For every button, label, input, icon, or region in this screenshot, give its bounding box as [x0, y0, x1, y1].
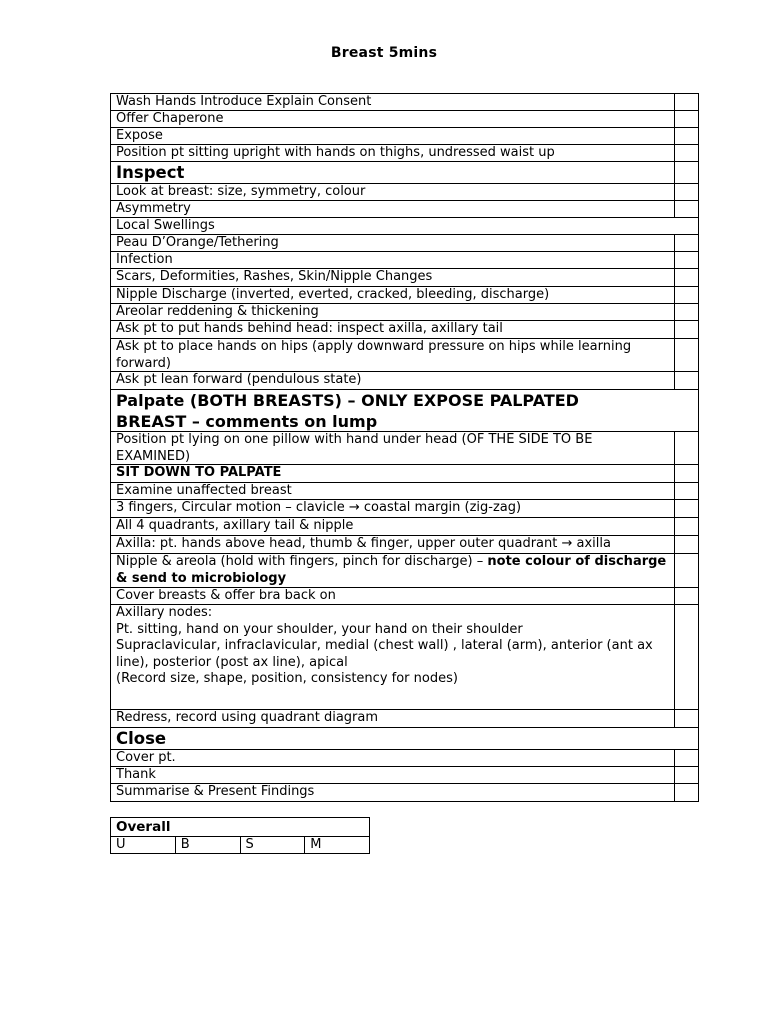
item-text-emphasis: note colour of discharge & send to microbiology — [116, 554, 667, 586]
score-checkbox[interactable] — [674, 500, 698, 517]
checklist-row — [110, 110, 699, 128]
checklist-row — [110, 183, 699, 201]
score-checkbox[interactable] — [674, 145, 698, 161]
score-checkbox[interactable] — [674, 605, 698, 709]
overall-label: Overall — [111, 818, 369, 837]
checklist-item-text: Offer Chaperone — [116, 111, 224, 126]
score-checkbox[interactable] — [674, 588, 698, 604]
checklist-row — [110, 268, 699, 287]
checklist-item-text: Palpate (BOTH BREASTS) – ONLY EXPOSE PALPATED BREAST – comments on lump — [116, 391, 579, 431]
score-checkbox[interactable] — [674, 339, 698, 371]
score-checkbox[interactable] — [674, 269, 698, 286]
checklist-item-text: Look at breast: size, symmetry, colour — [116, 184, 366, 199]
checklist-item-text: Axillary nodes: Pt. sitting, hand on your shoulder, your hand on their shoulder Supraclavicular, infraclavicular, medial (chest wall) , lateral (arm), anterior (ant ax line), posterior (post ax line), apical (Record size, shape, position, consistency for nodes) — [116, 605, 653, 686]
checklist-item-text: Asymmetry — [116, 201, 191, 216]
checklist-item-text: Cover pt. — [116, 750, 176, 765]
page-title: Breast 5mins — [330, 45, 438, 61]
score-checkbox[interactable] — [674, 767, 698, 783]
score-checkbox[interactable] — [674, 465, 698, 482]
checklist-row — [110, 217, 699, 235]
checklist-row — [110, 320, 699, 339]
score-checkbox[interactable] — [674, 162, 698, 183]
checklist-item-text: Infection — [116, 252, 173, 267]
checklist-item-text: Nipple Discharge (inverted, everted, cracked, bleeding, discharge) — [116, 287, 550, 302]
score-checkbox[interactable] — [674, 184, 698, 200]
checklist-row — [110, 371, 699, 390]
checklist-row — [110, 431, 699, 465]
checklist-row — [110, 127, 699, 145]
checklist-item-text: Ask pt to put hands behind head: inspect axilla, axillary tail — [116, 321, 503, 336]
checklist-row — [110, 535, 699, 554]
score-checkbox[interactable] — [674, 252, 698, 268]
checklist-item-text: Wash Hands Introduce Explain Consent — [116, 94, 372, 109]
overall-grade-table — [110, 817, 370, 854]
checklist-item-text: Axilla: pt. hands above head, thumb & finger, upper outer quadrant → axilla — [116, 536, 611, 551]
checklist-row — [110, 766, 699, 784]
checklist-item-text: Position pt lying on one pillow with hand under head (OF THE SIDE TO BE EXAMINED) — [116, 432, 593, 464]
score-checkbox[interactable] — [674, 554, 698, 587]
score-checkbox[interactable] — [674, 372, 698, 389]
checklist-row — [110, 517, 699, 536]
checklist-item-text: Close — [116, 729, 167, 748]
checklist-item-text: Local Swellings — [116, 218, 215, 233]
checklist-item-text: Areolar reddening & thickening — [116, 304, 319, 319]
grade-u[interactable]: U — [116, 837, 126, 852]
score-checkbox[interactable] — [674, 518, 698, 535]
checklist-item-text: Ask pt to place hands on hips (apply downward pressure on hips while learning forward) — [116, 339, 632, 371]
checklist-row — [110, 604, 699, 710]
checklist-row — [110, 286, 699, 304]
score-checkbox[interactable] — [674, 536, 698, 553]
score-checkbox[interactable] — [674, 287, 698, 303]
checklist-item-text: Expose — [116, 128, 163, 143]
checklist-item-text: SIT DOWN TO PALPATE — [116, 465, 282, 480]
checklist-row — [110, 783, 699, 802]
checklist-row — [110, 709, 699, 728]
score-checkbox[interactable] — [674, 784, 698, 801]
score-checkbox[interactable] — [674, 128, 698, 144]
score-checkbox[interactable] — [674, 750, 698, 766]
score-checkbox[interactable] — [674, 235, 698, 251]
checklist-row — [110, 553, 699, 588]
score-checkbox[interactable] — [674, 304, 698, 320]
score-checkbox[interactable] — [674, 432, 698, 464]
checklist-row — [110, 338, 699, 372]
checklist-item-text — [116, 554, 668, 587]
checklist-row — [110, 499, 699, 518]
checklist-item-text: Position pt sitting upright with hands on thighs, undressed waist up — [116, 145, 555, 160]
score-checkbox[interactable] — [674, 321, 698, 338]
checklist-item-text: Peau D’Orange/Tethering — [116, 235, 279, 250]
checklist-row — [110, 144, 699, 162]
checklist-row — [110, 482, 699, 500]
checklist-row — [110, 464, 699, 483]
checklist-item-text: 3 fingers, Circular motion – clavicle → coastal margin (zig-zag) — [116, 500, 522, 515]
checklist-row — [110, 749, 699, 767]
checklist-row — [110, 303, 699, 321]
checklist-row — [110, 93, 699, 111]
checklist-row — [110, 389, 699, 432]
score-checkbox[interactable] — [674, 710, 698, 727]
checklist-row — [110, 587, 699, 605]
checklist-item-text: Inspect — [116, 163, 185, 182]
checklist-item-text: Summarise & Present Findings — [116, 784, 315, 799]
checklist-row — [110, 251, 699, 269]
checklist-item-text: Examine unaffected breast — [116, 483, 292, 498]
grade-b[interactable]: B — [175, 837, 240, 853]
checklist-item-text: All 4 quadrants, axillary tail & nipple — [116, 518, 354, 533]
checklist-item-text: Cover breasts & offer bra back on — [116, 588, 336, 603]
checklist-item-text: Ask pt lean forward (pendulous state) — [116, 372, 362, 387]
checklist-item-text: Thank — [116, 767, 156, 782]
score-checkbox[interactable] — [674, 201, 698, 217]
score-checkbox[interactable] — [674, 111, 698, 127]
checklist-row — [110, 234, 699, 252]
checklist-row — [110, 161, 699, 184]
grade-row — [111, 837, 369, 853]
grade-m[interactable]: M — [304, 837, 369, 853]
grade-s[interactable]: S — [240, 837, 305, 853]
checklist-item-text: Scars, Deformities, Rashes, Skin/Nipple Changes — [116, 269, 433, 284]
score-checkbox[interactable] — [674, 94, 698, 110]
score-checkbox[interactable] — [674, 483, 698, 499]
checklist-row — [110, 727, 699, 750]
checklist-item-text: Redress, record using quadrant diagram — [116, 710, 379, 725]
checklist-row — [110, 200, 699, 218]
item-text-plain: Nipple & areola (hold with fingers, pinch for discharge) – — [116, 554, 488, 569]
